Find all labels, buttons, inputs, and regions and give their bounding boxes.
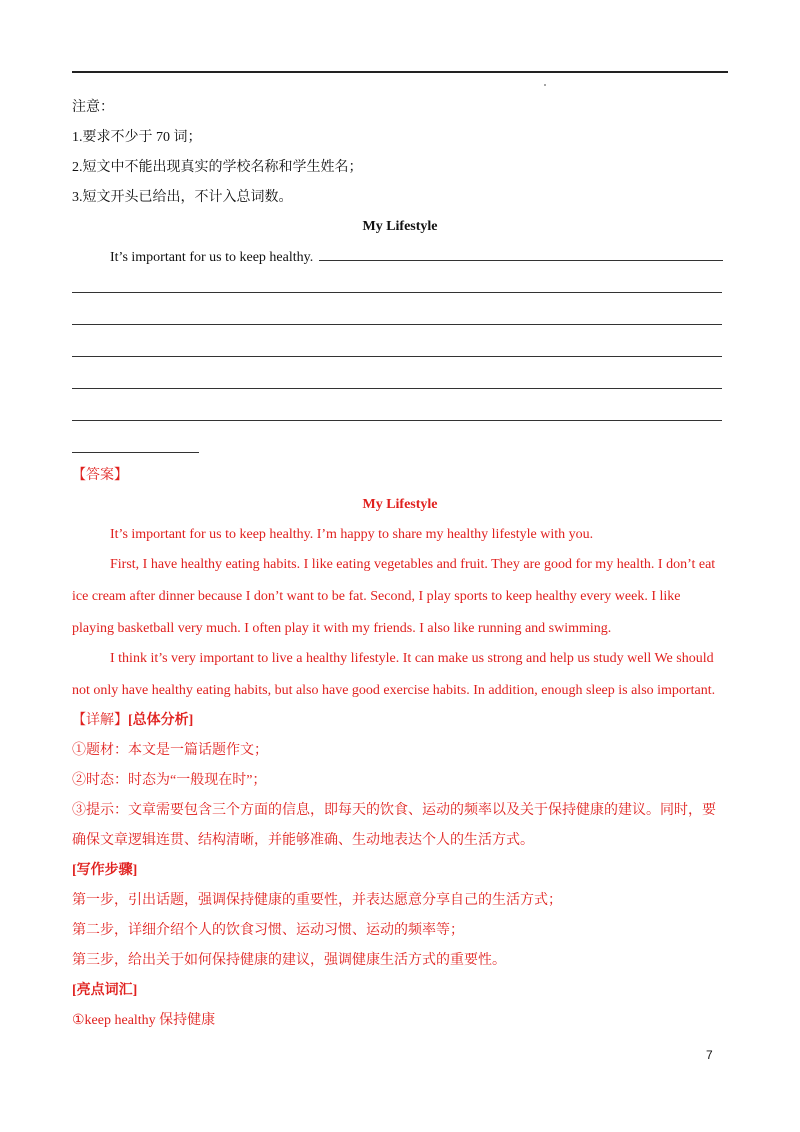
step-1: 第一步，引出话题，强调保持健康的重要性，并表达愿意分享自己的生活方式； (72, 893, 562, 908)
step-3: 第三步，给出关于如何保持健康的建议，强调健康生活方式的重要性。 (72, 953, 506, 968)
step-2: 第二步，详细介绍个人的饮食习惯、运动习惯、运动的频率等； (72, 923, 464, 938)
steps-heading: [写作步骤] (72, 863, 138, 878)
answer-paragraph-2-line-3: playing basketball very much. I often play it with my friends. I also like running and swimming. (72, 621, 612, 636)
note-item-1: 1.要求不少于 70 词； (72, 130, 202, 145)
writing-line-1[interactable] (72, 292, 722, 293)
answer-paragraph-1: It’s important for us to keep healthy. I’m happy to share my healthy lifestyle with you. (110, 527, 594, 542)
page-number: 7 (706, 1048, 713, 1062)
prompt-title: My Lifestyle (362, 219, 438, 234)
notes-heading: 注意： (72, 100, 114, 115)
header-rule (72, 71, 728, 73)
answer-paragraph-2-line-1: First, I have healthy eating habits. I like eating vegetables and fruit. They are good for my health. I don’t eat (110, 557, 716, 572)
analysis-item-3-cont: 确保文章逻辑连贯、结构清晰，并能够准确、生动地表达个人的生活方式。 (72, 833, 534, 848)
analysis-heading (72, 712, 193, 730)
prompt-opening-line (110, 248, 723, 267)
analysis-item-2: ②时态：时态为“一般现在时”； (72, 773, 267, 788)
writing-line-6[interactable] (72, 452, 199, 453)
analysis-item-1: ①题材：本文是一篇话题作文； (72, 743, 268, 758)
vocab-item-1: ①keep healthy 保持健康 (72, 1013, 216, 1028)
note-item-2: 2.短文中不能出现真实的学校名称和学生姓名； (72, 160, 363, 175)
speck (544, 84, 546, 86)
answer-title: My Lifestyle (362, 497, 438, 512)
writing-line-3[interactable] (72, 356, 722, 357)
vocab-heading: [亮点词汇] (72, 983, 138, 998)
analysis-subtag: [总体分析] (128, 713, 194, 728)
prompt-opening: It’s important for us to keep healthy. (110, 250, 314, 265)
answer-tag: 【答案】 (72, 468, 128, 483)
writing-line-5[interactable] (72, 420, 722, 421)
analysis-tag: 【详解】 (72, 713, 128, 728)
answer-paragraph-3-line-1: I think it’s very important to live a healthy lifestyle. It can make us strong and help us study well We should (110, 651, 714, 666)
note-item-3: 3.短文开头已给出，不计入总词数。 (72, 190, 293, 205)
writing-blank-inline[interactable] (319, 248, 723, 261)
answer-paragraph-3-line-2: not only have healthy eating habits, but also have good exercise habits. In addition, enough sleep is also important. (72, 683, 716, 698)
answer-paragraph-2-line-2: ice cream after dinner because I don’t want to be fat. Second, I play sports to keep healthy every week. I like (72, 589, 681, 604)
writing-line-2[interactable] (72, 324, 722, 325)
writing-line-4[interactable] (72, 388, 722, 389)
analysis-item-3: ③提示：文章需要包含三个方面的信息，即每天的饮食、运动的频率以及关于保持健康的建议。同时，要 (72, 803, 716, 818)
